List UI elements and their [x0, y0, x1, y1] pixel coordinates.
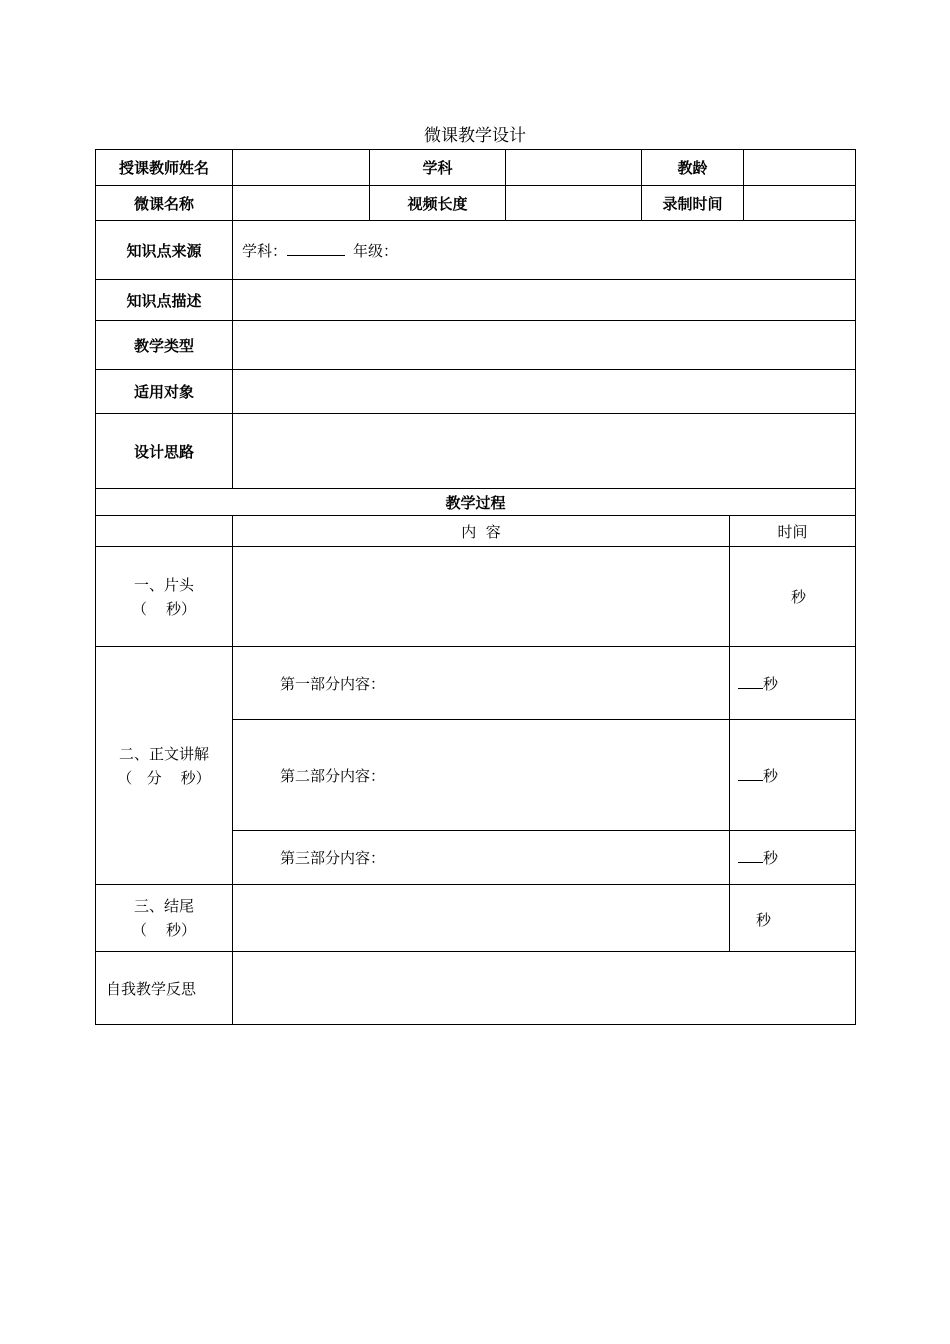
ending-name: 三、结尾 [133, 897, 194, 915]
knowledge-source-value[interactable] [233, 221, 856, 280]
opening-duration: （ 秒） [131, 599, 197, 618]
process-header-blank [96, 516, 233, 547]
design-idea-value[interactable] [233, 414, 856, 489]
design-idea-row [96, 414, 856, 489]
knowledge-source-subject-prefix: 学科： [242, 241, 288, 260]
teacher-name-value[interactable] [233, 150, 370, 186]
reflection-row [96, 952, 856, 1025]
ending-row [96, 885, 856, 952]
record-time-value[interactable] [744, 186, 856, 221]
opening-label [96, 547, 233, 647]
video-length-label: 视频长度 [370, 186, 506, 221]
body-part-3-time[interactable] [730, 831, 856, 885]
ending-duration: （ 秒） [131, 921, 197, 939]
body-part-1-time[interactable] [730, 647, 856, 720]
knowledge-description-label: 知识点描述 [96, 280, 233, 321]
body-part-2-time-blank[interactable] [738, 766, 763, 781]
teaching-type-value[interactable] [233, 321, 856, 370]
design-idea-label: 设计思路 [96, 414, 233, 489]
body-part-3-time-unit: 秒 [763, 849, 779, 867]
knowledge-source-row [96, 221, 856, 280]
body-part-3-time-blank[interactable] [738, 848, 763, 863]
body-part-1-time-blank[interactable] [738, 674, 763, 689]
opening-time-unit: 秒 [791, 588, 807, 606]
teaching-years-value[interactable] [744, 150, 856, 186]
body-part-2-time[interactable] [730, 720, 856, 831]
header-row-2 [96, 186, 856, 221]
knowledge-description-row [96, 280, 856, 321]
record-time-label: 录制时间 [642, 186, 744, 221]
target-audience-row [96, 370, 856, 414]
knowledge-source-grade-prefix: 年级： [353, 241, 399, 260]
opening-row [96, 547, 856, 647]
body-part-2-time-unit: 秒 [763, 766, 779, 785]
process-header-row [96, 516, 856, 547]
teaching-process-title-row [96, 489, 856, 516]
subject-label: 学科 [370, 150, 506, 186]
header-row-1 [96, 150, 856, 186]
opening-name: 一、片头 [133, 575, 194, 594]
ending-time[interactable] [730, 885, 856, 952]
subject-blank-line[interactable] [287, 241, 345, 256]
video-length-value[interactable] [506, 186, 642, 221]
body-part-1-label: 第一部分内容： [280, 674, 386, 693]
body-part-1-row [96, 647, 856, 720]
document-title: 微课教学设计 [424, 126, 526, 146]
opening-time[interactable] [730, 547, 856, 647]
teacher-name-label: 授课教师姓名 [96, 150, 233, 186]
teaching-type-label: 教学类型 [96, 321, 233, 370]
body-part-2-label: 第二部分内容： [280, 766, 386, 785]
content-header: 内 容 [233, 516, 730, 547]
teaching-years-label: 教龄 [642, 150, 744, 186]
reflection-value[interactable] [233, 952, 856, 1025]
body-part-1-content[interactable] [233, 647, 730, 720]
ending-content[interactable] [233, 885, 730, 952]
ending-time-unit: 秒 [756, 911, 772, 929]
target-audience-value[interactable] [233, 370, 856, 414]
micro-course-name-value[interactable] [233, 186, 370, 221]
micro-course-name-label: 微课名称 [96, 186, 233, 221]
teaching-type-row [96, 321, 856, 370]
body-part-2-content[interactable] [233, 720, 730, 831]
body-part-3-content[interactable] [233, 831, 730, 885]
knowledge-source-label: 知识点来源 [96, 221, 233, 280]
body-part-3-label: 第三部分内容： [280, 849, 386, 867]
body-part-1-time-unit: 秒 [763, 674, 779, 693]
opening-content[interactable] [233, 547, 730, 647]
body-label [96, 647, 233, 885]
teaching-process-title: 教学过程 [96, 489, 856, 516]
body-name: 二、正文讲解 [118, 744, 209, 763]
time-header: 时间 [730, 516, 856, 547]
reflection-label: 自我教学反思 [96, 952, 233, 1025]
subject-value[interactable] [506, 150, 642, 186]
target-audience-label: 适用对象 [96, 370, 233, 414]
body-duration: （ 分 秒） [117, 768, 211, 787]
ending-label [96, 885, 233, 952]
knowledge-description-value[interactable] [233, 280, 856, 321]
lesson-design-form [95, 149, 856, 1025]
